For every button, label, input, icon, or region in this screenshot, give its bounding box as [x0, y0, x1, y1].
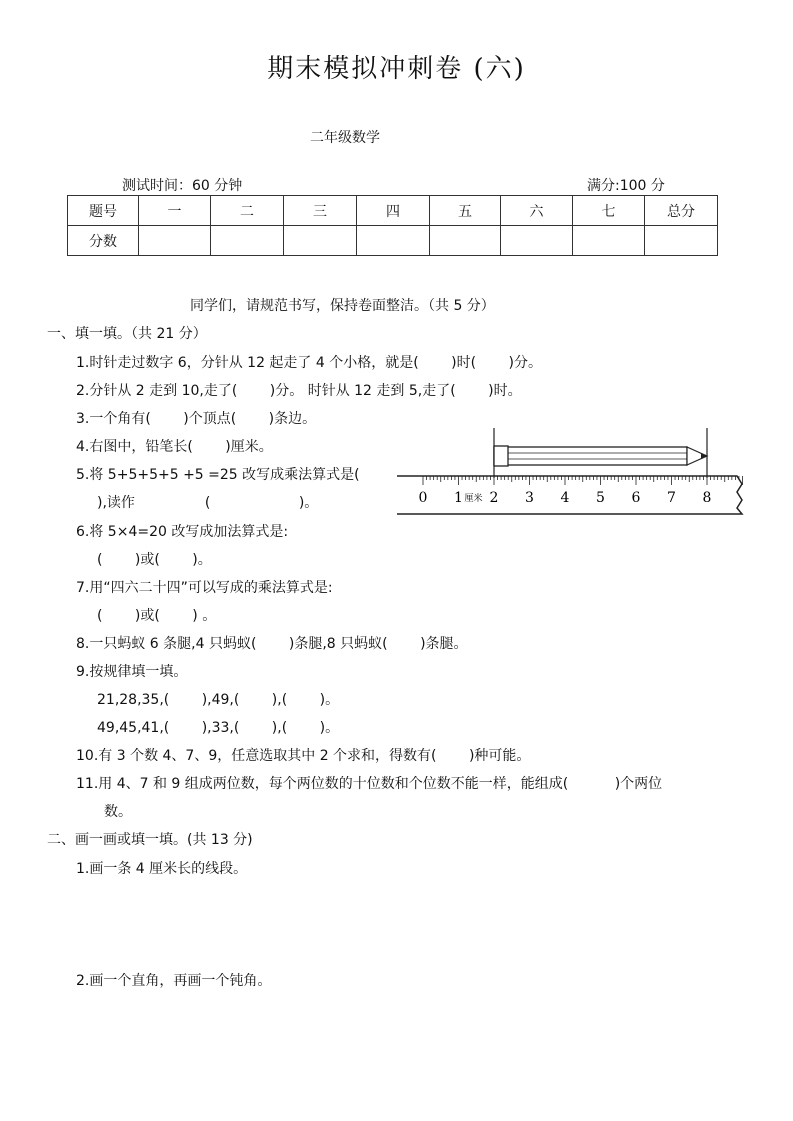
full-score: 满分:100 分: [587, 178, 665, 194]
ruler-tick-label: 8: [702, 490, 712, 506]
score-entry-cell[interactable]: [357, 226, 430, 256]
question-line: 5.将 5+5+5+5 +5 =25 改写成乘法算式是(: [76, 467, 360, 483]
score-table-cell: 四: [357, 196, 430, 226]
ruler-tick-label: 2: [489, 490, 499, 506]
test-time: 测试时间：60 分钟: [122, 178, 243, 194]
question-line: 10.有 3 个数 4、7、9，任意选取其中 2 个求和，得数有( )种可能。: [76, 748, 531, 764]
score-table-score-row: [68, 226, 718, 256]
score-table-header-row: [68, 196, 718, 226]
question-line: ( )或( )。: [97, 552, 212, 568]
question-line: 数。: [104, 804, 132, 820]
score-entry-cell[interactable]: [501, 226, 573, 256]
question-line: 2.分针从 2 走到 10,走了( )分。 时针从 12 走到 5,走了( )时。: [76, 383, 522, 399]
question-line: ( )或( ) 。: [97, 608, 217, 624]
score-table-cell: 六: [501, 196, 573, 226]
page-title: 期末模拟冲刺卷 (六): [267, 54, 526, 84]
ruler-tick-label: 1: [454, 490, 463, 506]
ruler-outline: [397, 476, 742, 514]
score-row-label: 分数: [68, 226, 139, 256]
ruler-tick-label: 6: [631, 490, 641, 506]
question-line: ),读作 ( )。: [97, 495, 319, 511]
section-2-title: 二、画一画或填一填。(共 13 分): [47, 832, 253, 848]
score-table-cell: 五: [430, 196, 501, 226]
score-table-cell: 二: [211, 196, 284, 226]
ruler-unit-label: 厘米: [464, 494, 483, 504]
question-line: 7.用“四六二十四”可以写成的乘法算式是:: [76, 580, 333, 596]
instruction-note: 同学们，请规范书写，保持卷面整洁。（共 5 分）: [190, 298, 495, 314]
score-entry-cell[interactable]: [430, 226, 501, 256]
ruler-tick-label: 5: [596, 490, 605, 506]
ruler-ticks: [423, 476, 743, 485]
score-entry-cell[interactable]: [573, 226, 645, 256]
score-table: [67, 195, 718, 256]
question-line: 4.右图中，铅笔长( )厘米。: [76, 439, 273, 455]
score-table-cell: 题号: [68, 196, 139, 226]
score-table-cell: 七: [573, 196, 645, 226]
question-line: 21,28,35,( ),49,( ),( )。: [97, 692, 340, 708]
pencil-icon: [494, 446, 707, 466]
ruler-tick-label: 4: [560, 490, 570, 506]
section-1-title: 一、填一填。（共 21 分）: [47, 326, 207, 342]
ruler-tick-label: 3: [525, 490, 534, 506]
question-line: 6.将 5×4=20 改写成加法算式是:: [76, 524, 289, 540]
question-line: 11.用 4、7 和 9 组成两位数，每个两位数的十位数和个位数不能一样，能组成( )个两位: [76, 776, 663, 792]
question-line: 9.按规律填一填。: [76, 664, 188, 680]
score-entry-cell[interactable]: [284, 226, 357, 256]
score-entry-cell[interactable]: [139, 226, 211, 256]
score-entry-cell[interactable]: [645, 226, 718, 256]
question-line: 1.画一条 4 厘米长的线段。: [76, 861, 248, 877]
score-entry-cell[interactable]: [211, 226, 284, 256]
score-table-cell: 一: [139, 196, 211, 226]
question-line: 1.时针走过数字 6，分针从 12 起走了 4 个小格，就是( )时( )分。: [76, 355, 542, 371]
question-line: 49,45,41,( ),33,( ),( )。: [97, 720, 340, 736]
ruler-tick-label: 0: [418, 490, 428, 506]
ruler-with-pencil-figure: [395, 428, 745, 520]
ruler-tick-label: 7: [667, 490, 676, 506]
question-line: 8.一只蚂蚁 6 条腿,4 只蚂蚁( )条腿,8 只蚂蚁( )条腿。: [76, 636, 468, 652]
subject-subtitle: 二年级数学: [310, 130, 380, 146]
question-line: 3.一个角有( )个顶点( )条边。: [76, 411, 317, 427]
question-line: 2.画一个直角，再画一个钝角。: [76, 973, 272, 989]
score-table-cell: 总分: [645, 196, 718, 226]
score-table-cell: 三: [284, 196, 357, 226]
